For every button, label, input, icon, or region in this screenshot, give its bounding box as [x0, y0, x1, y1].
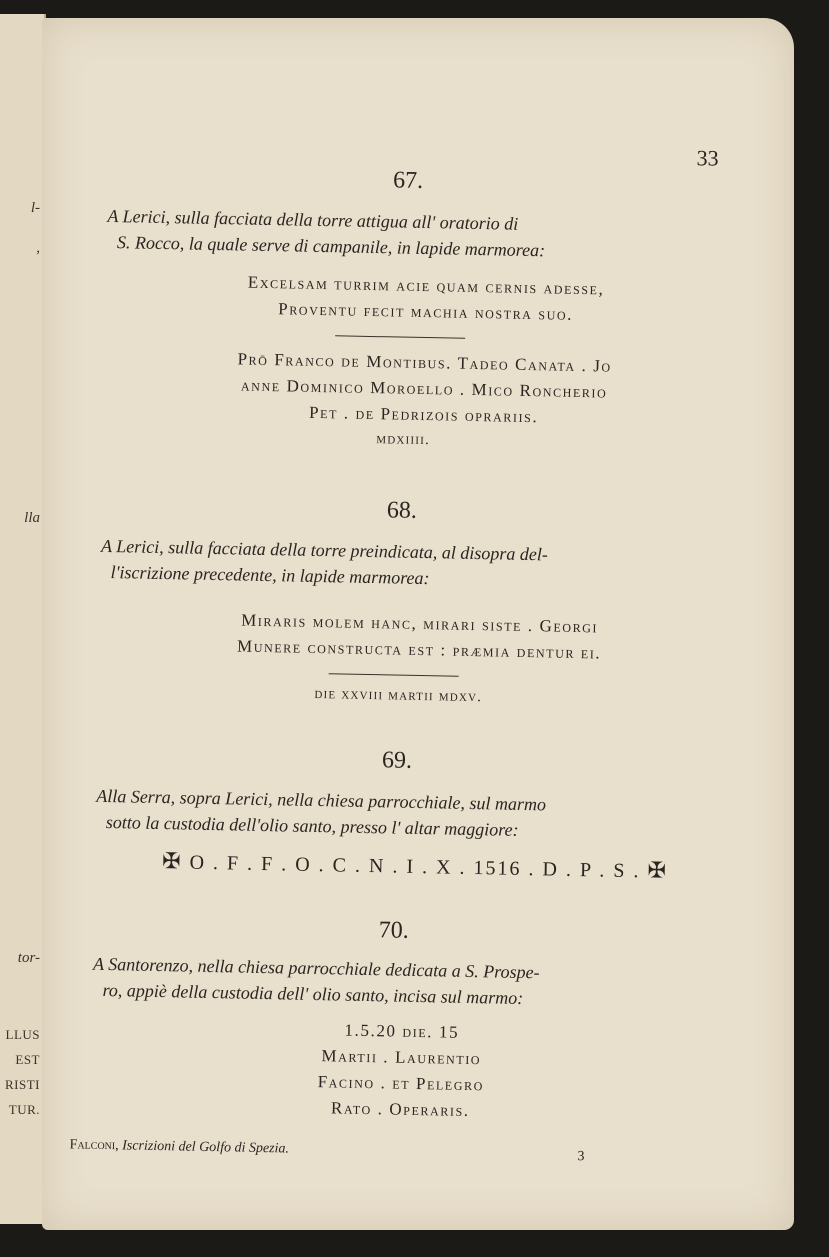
facing-page-fragment: lla [24, 510, 40, 526]
inscription-formula: ✠ O . F . F . O . C . N . I . X . 1516 . D . P . S . ✠ [161, 848, 669, 883]
entry-intro: A Santorenzo, nella chiesa parrocchiale dedicata a S. Prospe- ro, appiè della custodia dell' olio santo, incisa sul marmo: [92, 953, 540, 1009]
book-page [42, 18, 794, 1230]
entry-number: 69. [381, 747, 413, 774]
inscription-verse: Excelsam turrim acie quam cernis adesse, Proventu fecit machia nostra suo. [247, 272, 605, 324]
facing-page-fragment: tor- [17, 950, 40, 966]
page-number: 33 [696, 145, 719, 171]
cross-icon: ✠ [647, 857, 669, 883]
cross-icon: ✠ [161, 848, 183, 874]
inscription-verse: Miraris molem hanc, mirari siste . Georgi Munere constructa est : præmia dentur ei. [236, 610, 602, 663]
entry-68 [58, 491, 782, 712]
entry-number: 67. [392, 167, 424, 194]
entry-intro: A Lerici, sulla facciata della torre attigua all' oratorio di S. Rocco, la quale serve di campanile, in lapide marmorea: [107, 205, 546, 261]
inscription-verse: 1.5.20 die. 15 Martii . Laurentio Facino . et Pelegro Rato . Operaris. [317, 1020, 485, 1121]
divider [329, 673, 459, 676]
inscription-text: Prō Franco de Montibus. Tadeo Canata . Jo anne Dominico Moroello . Mico Roncherio Pet . de Pedrizois oprariis. [237, 349, 612, 427]
running-footer: Falconi, Iscrizioni del Golfo di Spezia. [69, 1137, 290, 1157]
entry-69 [55, 741, 777, 886]
facing-page-fragment: LLUS [5, 1027, 40, 1042]
facing-page-fragment: TUR. [8, 1102, 40, 1117]
entry-intro: A Lerici, sulla facciata della torre preindicata, al disopra del- l'iscrizione precedente, in lapide marmorea: [100, 535, 549, 589]
entry-number: 68. [386, 497, 418, 524]
facing-page-fragment: RISTI [5, 1077, 40, 1092]
inscription-date: mdxiiii. [376, 431, 431, 449]
facing-page-fragment: , [36, 240, 40, 256]
facing-page-fragment: l- [30, 200, 40, 216]
signature-mark: 3 [577, 1149, 585, 1165]
facing-page-edge [0, 14, 46, 1224]
entry-number: 70. [378, 917, 410, 944]
page-content [48, 18, 791, 1230]
divider [335, 335, 465, 338]
entry-67 [63, 161, 788, 456]
facing-page-fragment: EST [15, 1052, 40, 1067]
entry-intro: Alla Serra, sopra Lerici, nella chiesa parrocchiale, sul marmo sotto la custodia dell'olio santo, presso l' altar maggiore: [96, 785, 547, 840]
entry-70 [50, 911, 774, 1130]
inscription-date: die xxviii martii mdxv. [314, 685, 483, 706]
